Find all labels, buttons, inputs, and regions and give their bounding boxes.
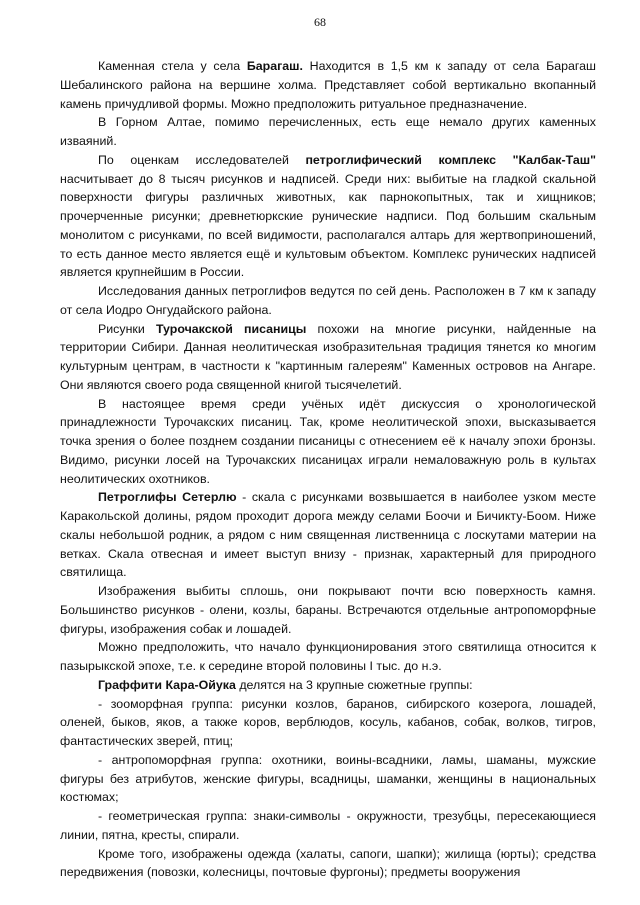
paragraph: В настоящее время среди учёных идёт дискуссия о хронологической принадлежности Турочакских писаниц. Так, кроме неолитической эпохи, высказывается точка зрения о более позднем создании писаницы с отнесением её к началу эпохи бронзы. Видимо, рисунки лосей на Турочакских писаницах играли немаловажную роль в культах неолитических охотников. bbox=[60, 396, 596, 486]
bold-term: Турочакской писаницы bbox=[155, 321, 307, 336]
paragraph-text: По оценкам исследователей bbox=[98, 152, 306, 167]
bold-term: Граффити Кара-Ойука bbox=[98, 677, 236, 692]
paragraph-baragash bbox=[60, 57, 596, 113]
list-item: - геометрическая группа: знаки-символы - окружности, трезубцы, пересекающиеся линии, пятна, кресты, спирали. bbox=[60, 809, 596, 842]
bold-term: петроглифический комплекс "Калбак-Таш" bbox=[305, 152, 596, 167]
paragraph-text: похожи на многие рисунки, найденные на территории Сибири. Данная неолитическая изобразительная традиция тянется ко многим культурным центрам, в частности к "картинным галереям" Каменных островов на Ангаре. Они являются своего рода священной книгой тысячелетий. bbox=[60, 321, 596, 392]
paragraph-seterlyu bbox=[60, 488, 596, 582]
paragraph-text: Находится в 1,5 км к западу от села Барагаш Шебалинского района на вершине холма. Представляет собой вертикально вкопанный камень причудливой формы. Можно предположить ритуальное предназначение. bbox=[60, 59, 596, 111]
paragraph: Изображения выбиты сплошь, они покрывают почти всю поверхность камня. Большинство рисунков - олени, козлы, бараны. Встречаются отдельные антропоморфные фигуры, изображения собак и лошадей. bbox=[60, 584, 596, 636]
paragraph-lead: Каменная стела у села bbox=[98, 59, 241, 73]
paragraph-text: - скала с рисунками возвышается в наиболее узком месте Каракольской долины, рядом проходит дорога между селами Боочи и Бичикту-Боом. Ниже скалы небольшой родник, а рядом с ним священная лиственница с лоскутами материи на ветках. Скала отвесная и имеет выступ внизу - признак, характерный для природного святилища. bbox=[60, 490, 596, 580]
bold-term: Петроглифы Сетерлю bbox=[98, 490, 237, 505]
paragraph: Кроме того, изображены одежда (халаты, сапоги, шапки); жилища (юрты); средства передвижения (повозки, колесницы, почтовые фургоны); предметы вооружения bbox=[60, 846, 596, 880]
paragraph-text: Рисунки bbox=[98, 321, 156, 336]
paragraph-kalbak-tash bbox=[60, 151, 596, 282]
paragraph-kara-oyuk bbox=[60, 676, 596, 695]
paragraph: Исследования данных петроглифов ведутся по сей день. Расположен в 7 км к западу от села Иодро Онгудайского района. bbox=[60, 284, 596, 317]
paragraph: Можно предположить, что начало функционирования этого святилища относится к пазырыкской эпохе, т.е. к середине второй половины I тыс. до н.э. bbox=[60, 640, 596, 673]
paragraph-turochak bbox=[60, 320, 596, 395]
paragraph: В Горном Алтае, помимо перечисленных, есть еще немало других каменных изваяний. bbox=[60, 115, 596, 148]
paragraph-text: насчитывает до 8 тысяч рисунков и надписей. Среди них: выбитые на гладкой скальной поверхности фигуры различных животных, как парнокопытных, так и хищников; прочерченные рисунки; древнетюркские рунические надписи. Под большим скальным монолитом с рисунками, по всей видимости, располагался алтарь для жертвоприношений, то есть данное место является ещё и культовым объектом. Комплекс рунических надписей является крупнейшим в России. bbox=[60, 171, 596, 280]
body-text bbox=[60, 57, 596, 882]
list-item: - антропоморфная группа: охотники, воины-всадники, ламы, шаманы, мужские фигуры без атрибутов, женские фигуры, всадницы, шаманки, женщины в национальных костюмах; bbox=[60, 752, 596, 805]
bold-term: Барагаш. bbox=[246, 59, 303, 73]
paragraph-text: делятся на 3 крупные сюжетные группы: bbox=[235, 677, 473, 692]
list-item: - зооморфная группа: рисунки козлов, баранов, сибирского козерога, лошадей, оленей, быков, яков, а также коров, верблюдов, косуль, кабанов, собак, волков, тигров, фантастических зверей, птиц; bbox=[60, 696, 596, 748]
page-number: 68 bbox=[314, 15, 326, 29]
